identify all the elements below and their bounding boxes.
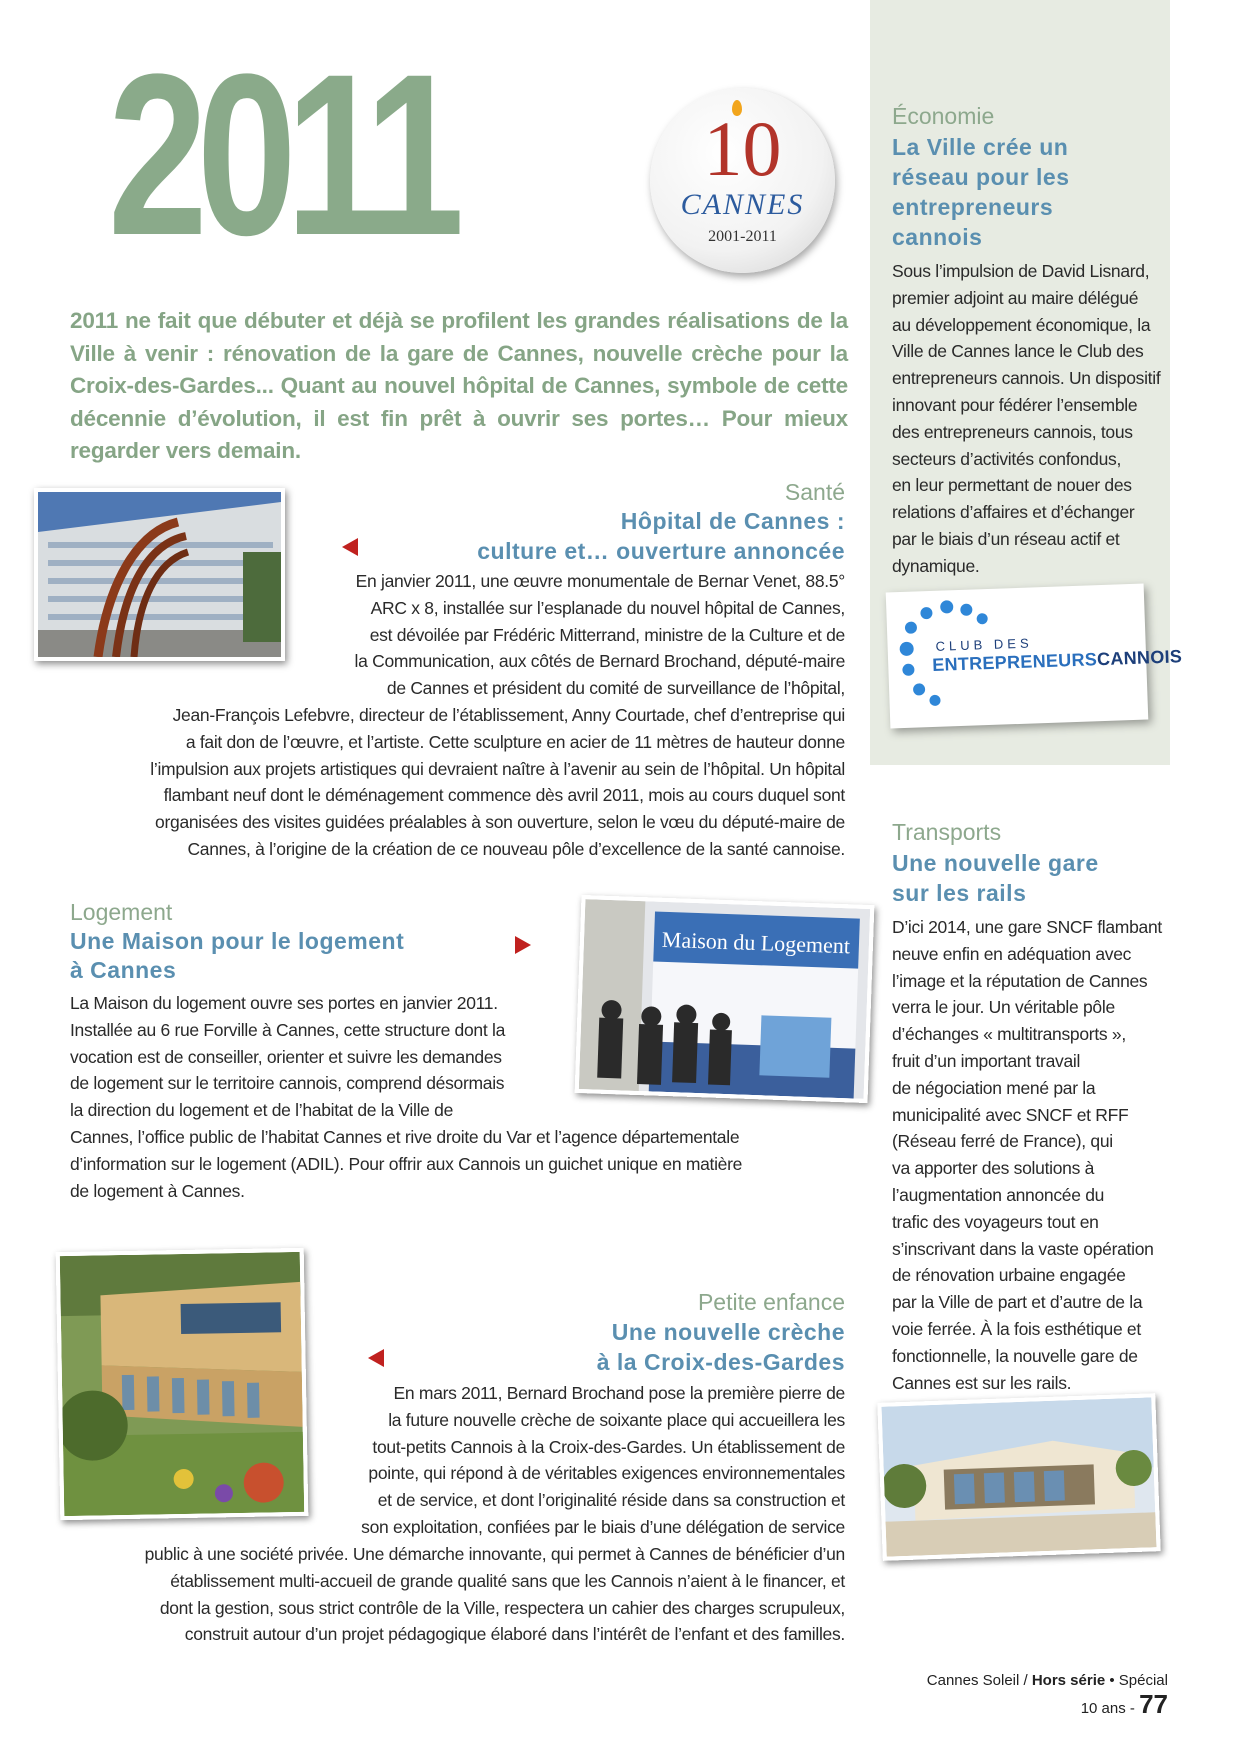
logement-kicker: Logement: [70, 899, 173, 925]
body-line: la direction du logement et de l’habitat de la Ville de: [70, 1100, 454, 1121]
economie-body: [892, 258, 1167, 580]
body-line: Sous l’impulsion de David Lisnard,: [892, 261, 1150, 281]
logo-dot: [902, 664, 914, 676]
club-word-cannois: CANNOIS: [1096, 646, 1183, 670]
body-line: tout-petits Cannois à la Croix-des-Gardes. Un établissement de: [372, 1436, 845, 1457]
sante-body-bottom: [60, 702, 845, 863]
body-line: En janvier 2011, une œuvre monumentale de Bernar Venet, 88.5°: [355, 571, 845, 591]
body-line: fruit d’un important travail: [892, 1050, 1081, 1071]
body-line: l’image et la réputation de Cannes: [892, 970, 1148, 991]
gare-photo: [877, 1393, 1160, 1561]
body-line: voie ferrée. À la fois esthétique et: [892, 1318, 1141, 1339]
body-line: par la Ville de part et d’autre de la: [892, 1292, 1143, 1313]
transports-title: [892, 848, 1162, 908]
body-line: trafic des voyageurs tout en: [892, 1211, 1099, 1232]
body-line: construit autour d’un projet pédagogique élaboré dans l’intérêt de l’enfant et des familles.: [184, 1624, 845, 1645]
enfance-title-line1: Une nouvelle crèche: [611, 1319, 845, 1345]
body-line: et de service, et dont l’originalité réside dans sa construction et: [377, 1490, 845, 1511]
body-line: ARC x 8, installée sur l’esplanade du nouvel hôpital de Cannes,: [370, 597, 845, 618]
page-footer: [908, 1672, 1168, 1720]
enfance-title-line2: à la Croix-des-Gardes: [596, 1349, 845, 1375]
body-line: Cannes, à l’origine de la création de ce nouveau pôle d’excellence de la santé cannoise.: [187, 838, 845, 859]
body-line: en leur permettant de nouer des: [892, 475, 1132, 496]
transports-kicker: Transports: [892, 819, 1002, 845]
hospital-photo: [34, 488, 285, 661]
creche-rendering-image: [60, 1252, 305, 1516]
body-line: de Cannes et président du comité de surveillance de l’hôpital,: [386, 678, 845, 699]
body-line: relations d’affaires et d’échanger: [892, 502, 1135, 523]
logo-dot: [920, 607, 932, 619]
body-line: La Maison du logement ouvre ses portes en janvier 2011.: [70, 993, 498, 1013]
logo-word: CANNES: [680, 188, 805, 221]
body-line: dont la gestion, sous strict contrôle de la Ville, respectera un cahier des charges scrupuleux,: [159, 1597, 845, 1618]
body-line: fonctionnelle, la nouvelle gare de: [892, 1345, 1138, 1366]
logo-number: 10: [703, 105, 782, 192]
club-line1: CLUB DES: [935, 635, 1033, 654]
body-line: s’inscrivant dans la vaste opération: [892, 1238, 1154, 1259]
red-arrow-left-icon: [342, 538, 358, 556]
body-line: Ville de Cannes lance le Club des: [892, 341, 1144, 362]
body-line: d’échanges « multitransports »,: [892, 1024, 1126, 1045]
page-number: 77: [1139, 1689, 1168, 1719]
title-line: réseau pour les: [892, 164, 1070, 190]
title-line: entrepreneurs: [892, 194, 1054, 220]
body-line: au développement économique, la: [892, 314, 1151, 335]
body-line: d’information sur le logement (ADIL). Pour offrir aux Cannois un guichet unique en matière: [70, 1153, 743, 1174]
economie-kicker: Économie: [892, 103, 995, 129]
sante-body-top: [300, 568, 845, 702]
body-line: des entrepreneurs cannois, tous: [892, 421, 1133, 442]
maison-logement-photo: [575, 895, 875, 1103]
logo-dot: [913, 683, 925, 695]
enfance-kicker: Petite enfance: [697, 1289, 845, 1315]
body-line: vocation est de conseiller, orienter et suivre les demandes: [70, 1046, 502, 1067]
creche-photo: [56, 1248, 309, 1520]
year-heading: 2011: [108, 26, 454, 283]
title-line: Une nouvelle gare: [892, 850, 1099, 876]
logo-dot: [976, 613, 987, 624]
maison-logement-image: [579, 899, 870, 1099]
body-line: de logement sur le territoire cannois, comprend désormais: [70, 1073, 505, 1094]
logo-dot: [905, 621, 917, 633]
body-line: Cannes est sur les rails.: [892, 1372, 1072, 1393]
logement-title-line1: Une Maison pour le logement: [70, 928, 405, 954]
body-line: entrepreneurs cannois. Un dispositif: [892, 368, 1161, 389]
body-line: dynamique.: [892, 555, 980, 576]
ten-years-logo: [650, 88, 835, 273]
body-line: neuve enfin en adéquation avec: [892, 943, 1132, 964]
body-line: a fait don de l’œuvre, et l’artiste. Cette sculpture en acier de 11 mètres de hauteur donne: [185, 731, 845, 752]
logo-dot: [899, 642, 913, 656]
body-line: la future nouvelle crèche de soixante place qui accueillera les: [388, 1409, 845, 1430]
sante-kicker: Santé: [784, 479, 845, 505]
logo-dot: [940, 600, 953, 613]
red-arrow-right-icon: [515, 936, 531, 954]
body-line: public à une société privée. Une démarche innovante, qui permet à Cannes de bénéficier d’un: [144, 1544, 845, 1564]
body-line: (Réseau ferré de France), qui: [892, 1131, 1113, 1152]
photo-sign-text: Maison du Logement: [661, 926, 851, 959]
body-line: premier adjoint au maire délégué: [892, 287, 1139, 308]
logo-years: 2001-2011: [708, 228, 777, 245]
logo-dot: [929, 695, 940, 706]
logement-body-bottom: [70, 1124, 850, 1204]
title-line: cannois: [892, 224, 983, 250]
title-line: La Ville crée un: [892, 134, 1069, 160]
red-arrow-left-icon: [368, 1349, 384, 1367]
enfance-body-top: [300, 1380, 845, 1541]
body-line: de rénovation urbaine engagée: [892, 1265, 1126, 1286]
body-line: de logement à Cannes.: [70, 1180, 245, 1201]
intro-paragraph: 2011 ne fait que débuter et déjà se profilent les grandes réalisations de la Ville à venir : rénovation de la gare de Cannes, nouvelle crèche pour la Croix-des-Gardes... Quant au nouvel hôpital de Cannes, symbole de cette décennie d’évolution, il est fin prêt à ouvrir ses portes… Pour mieux regarder vers demain.: [70, 308, 848, 463]
magazine-name: Cannes Soleil /: [926, 1672, 1032, 1689]
body-line: de négociation mené par la: [892, 1077, 1096, 1098]
body-line: Jean-François Lefebvre, directeur de l’établissement, Anny Courtade, chef d’entreprise qui: [172, 705, 845, 725]
body-line: Installée au 6 rue Forville à Cannes, cette structure dont la: [70, 1019, 506, 1040]
body-line: établissement multi-accueil de grande qualité sans que les Cannois n’aient à le financer, et: [170, 1570, 845, 1591]
body-line: Cannes, l’office public de l’habitat Cannes et rive droite du Var et l’agence départementale: [70, 1127, 740, 1147]
body-line: En mars 2011, Bernard Brochand pose la première pierre de: [393, 1383, 845, 1403]
body-line: secteurs d’activités confondus,: [892, 448, 1122, 469]
club-entrepreneurs-logo: [886, 584, 1183, 729]
title-line: sur les rails: [892, 880, 1027, 906]
logo-dot: [960, 604, 972, 616]
enfance-body-bottom: [60, 1541, 845, 1648]
gare-rendering-image: [881, 1397, 1156, 1556]
sante-title-line2: culture et… ouverture annoncée: [477, 538, 845, 564]
special-label: • Spécial 10 ans -: [1080, 1672, 1168, 1717]
body-line: innovant pour fédérer l’ensemble: [892, 394, 1138, 415]
logement-title-line2: à Cannes: [70, 957, 177, 983]
body-line: est dévoilée par Frédéric Mitterrand, ministre de la Culture et de: [369, 624, 845, 645]
body-line: va apporter des solutions à: [892, 1158, 1095, 1179]
body-line: son exploitation, confiées par le biais d’une délégation de service: [361, 1516, 845, 1537]
issue-name: Hors série: [1031, 1672, 1106, 1689]
body-line: verra le jour. Un véritable pôle: [892, 997, 1115, 1018]
logement-body-top: [70, 990, 550, 1124]
body-line: pointe, qui répond à de véritables exigences environnementales: [368, 1463, 845, 1484]
body-line: la Communication, aux côtés de Bernard Brochand, député-maire: [354, 651, 845, 672]
body-line: par le biais d’un réseau actif et: [892, 528, 1120, 549]
body-line: flambant neuf dont le déménagement commence dès avril 2011, mois au cours duquel sont: [163, 785, 845, 806]
hospital-sculpture-image: [38, 492, 281, 657]
economie-title: [892, 132, 1162, 252]
club-word-entrepreneurs: ENTREPRENEURS: [931, 649, 1098, 675]
transports-body: [892, 914, 1167, 1396]
body-line: l’augmentation annoncée du: [892, 1184, 1105, 1205]
sante-title-line1: Hôpital de Cannes :: [620, 508, 845, 534]
body-line: l’impulsion aux projets artistiques qui devraient naître à l’avenir au sein de l’hôpital. Un hôpital: [150, 758, 845, 779]
body-line: D’ici 2014, une gare SNCF flambant: [892, 917, 1162, 937]
body-line: municipalité avec SNCF et RFF: [892, 1104, 1129, 1125]
body-line: organisées des visites guidées préalables à son ouverture, selon le vœu du député-maire de: [155, 812, 845, 833]
